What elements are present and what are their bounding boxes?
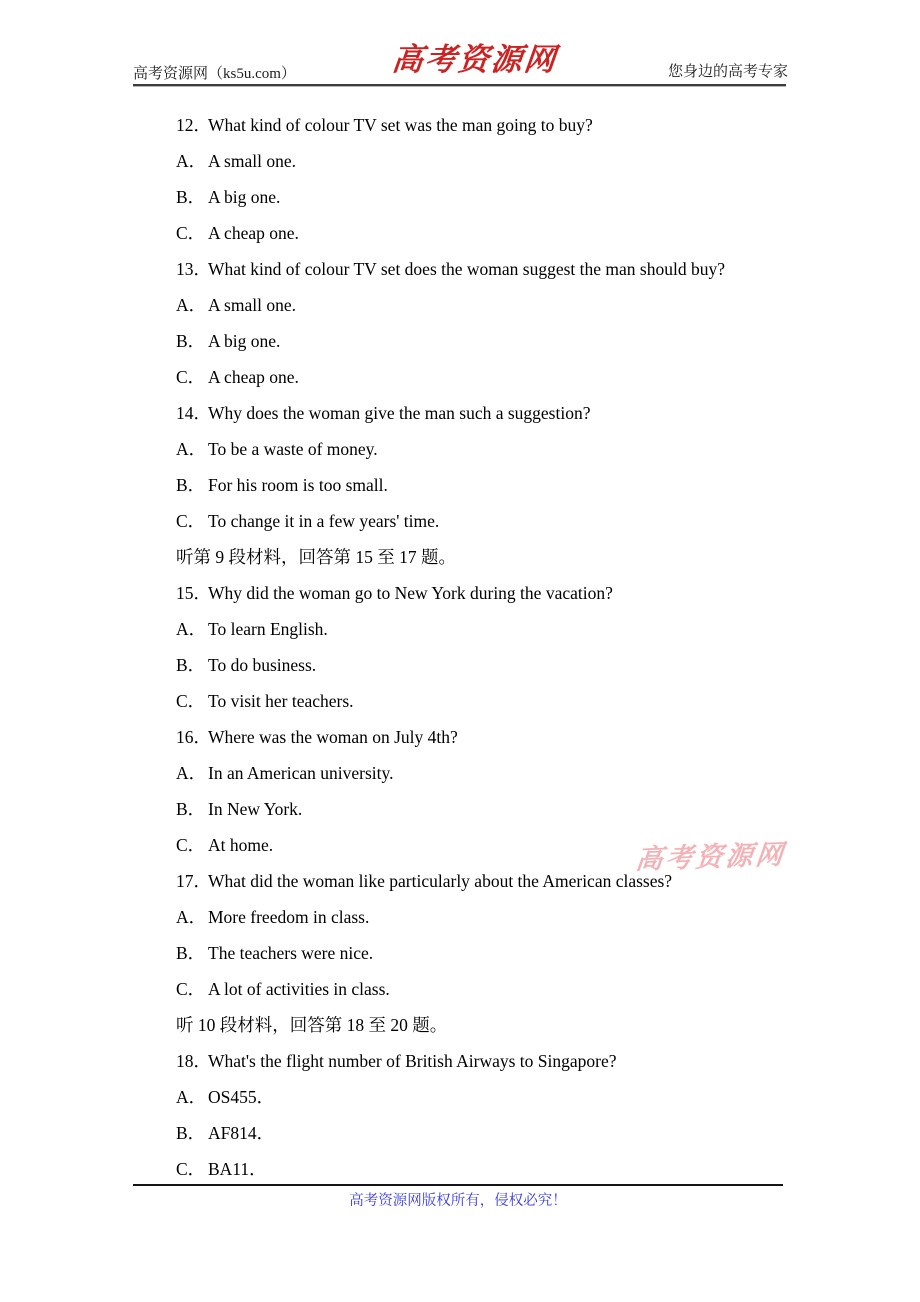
option-text: A big one. [208,187,281,207]
site-tagline: 您身边的高考专家 [668,64,789,80]
option-line [176,647,725,683]
option-text: A cheap one. [208,223,299,243]
option-line [176,323,725,359]
question-text: What kind of colour TV set was the man going to buy? [208,115,593,135]
option-line [176,215,725,251]
option-text: A small one. [208,295,296,315]
option-line [176,899,725,935]
option-label: B． [176,187,206,207]
question-number: 13． [176,259,211,279]
option-text: The teachers were nice. [208,943,374,963]
option-line [176,791,725,827]
option-label: B． [176,1123,206,1143]
instruction-line [176,1007,725,1043]
option-label: B． [176,943,206,963]
option-line [176,755,725,791]
question-number: 14． [176,403,211,423]
option-text: In an American university. [208,763,394,783]
option-label: C． [176,1159,206,1179]
option-line [176,503,725,539]
question-text: Why does the woman give the man such a suggestion? [208,403,591,423]
question-text: What's the flight number of British Airways to Singapore? [208,1051,617,1071]
instruction-line [176,539,725,575]
option-text: AF814． [208,1123,275,1143]
option-label: B． [176,475,206,495]
question-text: Where was the woman on July 4th? [208,727,458,747]
option-text: In New York. [208,799,303,819]
site-label: 高考资源网（ks5u.com） [133,66,296,82]
option-text: BA11． [208,1159,267,1179]
site-logo: 高考资源网 [390,42,559,77]
header-divider [133,84,786,86]
option-label: C． [176,979,206,999]
option-line [176,971,725,1007]
option-label: A． [176,439,207,459]
watermark-text: 高考资源网 [634,839,788,875]
option-label: C． [176,691,206,711]
question-line [176,251,725,287]
option-text: For his room is too small. [208,475,388,495]
option-label: C． [176,367,206,387]
option-label: A． [176,763,207,783]
option-line [176,611,725,647]
option-line [176,683,725,719]
question-number: 12． [176,115,211,135]
option-line [176,1115,725,1151]
option-label: C． [176,511,206,531]
option-text: More freedom in class. [208,907,370,927]
option-text: To do business. [208,655,317,675]
option-text: To be a waste of money. [208,439,378,459]
option-label: A． [176,295,207,315]
option-label: B． [176,331,206,351]
option-label: A． [176,907,207,927]
option-text: A big one. [208,331,281,351]
option-text: At home. [208,835,274,855]
option-label: C． [176,835,206,855]
option-text: To visit her teachers. [208,691,354,711]
question-text: What kind of colour TV set does the woman suggest the man should buy? [208,259,725,279]
option-line [176,467,725,503]
option-line [176,359,725,395]
option-label: C． [176,223,206,243]
option-line [176,287,725,323]
option-text: To learn English. [208,619,328,639]
exam-content [176,107,725,1187]
question-number: 15． [176,583,211,603]
option-line [176,143,725,179]
page-footer [133,1189,783,1210]
option-label: A． [176,151,207,171]
option-line [176,179,725,215]
option-line [176,431,725,467]
option-line [176,1151,725,1187]
option-text: To change it in a few years' time. [208,511,440,531]
instruction-text: 听 10 段材料，回答第 18 至 20 题。 [176,1015,448,1035]
option-label: A． [176,619,207,639]
copyright-text: 高考资源网版权所有，侵权必究！ [349,1193,567,1209]
option-text: A lot of activities in class. [208,979,390,999]
question-line [176,1043,725,1079]
question-line [176,395,725,431]
question-line [176,575,725,611]
option-text: A cheap one. [208,367,299,387]
option-label: B． [176,799,206,819]
question-text: What did the woman like particularly about the American classes? [208,871,673,891]
instruction-text: 听第 9 段材料，回答第 15 至 17 题。 [176,547,456,567]
question-line [176,719,725,755]
option-text: A small one. [208,151,296,171]
option-line [176,935,725,971]
option-label: A． [176,1087,207,1107]
option-label: B． [176,655,206,675]
option-line [176,1079,725,1115]
question-text: Why did the woman go to New York during the vacation? [208,583,613,603]
option-text: OS455． [208,1087,275,1107]
question-number: 16． [176,727,211,747]
question-line [176,107,725,143]
question-number: 17． [176,871,211,891]
footer-divider [133,1184,783,1186]
question-number: 18． [176,1051,211,1071]
